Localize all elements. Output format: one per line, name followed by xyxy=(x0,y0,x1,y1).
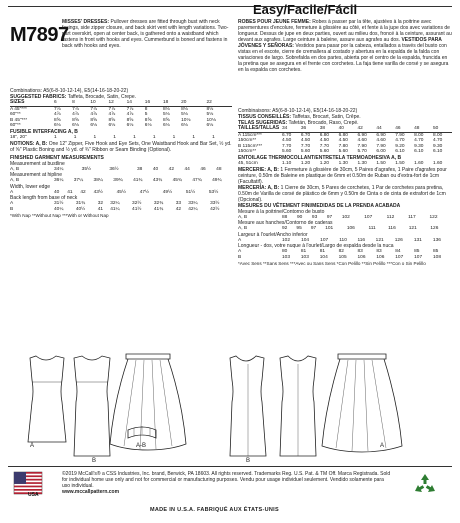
description-fr-text: Robes à passer par la tête, ajustées à la poitrine avec parementures d'encolure, fermeture à glissière au côté, et fente à la jupe dos avec variations de longueur. Dessus de jupe en deux parties, ouvert au milieu dos, froncé à la ceinture, assurant au devant aux agrafes. Large ceinture à baleine, assure aux agrafes au dos. xyxy=(238,19,452,43)
cell: 8⅝ xyxy=(144,117,152,123)
cell: 1.30 xyxy=(338,160,348,166)
cell: 7.70 xyxy=(319,143,330,149)
cell: 6.10 xyxy=(395,149,405,155)
size-cell: 10 xyxy=(90,100,108,106)
cell: 5.60 xyxy=(319,149,330,155)
cell: 6.90 xyxy=(357,132,367,138)
cell: 92 xyxy=(282,226,288,232)
cell: 116 xyxy=(357,237,366,243)
size-cell: 6 xyxy=(54,100,72,106)
cell: 45½ xyxy=(116,189,126,195)
cell: 8 xyxy=(144,106,148,112)
cell: 95 xyxy=(296,226,302,232)
size-cell: 36 xyxy=(301,126,320,132)
cell: 1.50 xyxy=(376,160,386,166)
description-english xyxy=(62,19,232,49)
description-es-text: Vestidos para pasar por la cabeza, entallados a través del busto con vistas en el escote, cierre de cremallera al costado y abertura en la espalda de la falda con variaciones de largo. Sobrefalda en dos partes, abierta por el centro de la espalda, fruncida en la pretina que se asegura en el frente con corchetes. La faja tiene varilla de corsé y se asegura en la espalda con corchetes. xyxy=(238,43,449,73)
lower-edge-label: Width, lower edge xyxy=(10,183,51,190)
cell: 5.60 xyxy=(338,149,348,155)
cell: 34¼ xyxy=(54,166,64,172)
cell: 49¾ xyxy=(212,178,222,184)
cell: 117 xyxy=(408,214,416,220)
hanches-label: Mesure aux hanches/Contorno de caderas xyxy=(238,220,333,227)
cell: 33½ xyxy=(210,201,220,207)
tissus-text: Taffetas, Brocart, Satin, Crêpe. xyxy=(292,114,361,120)
poitrine-label: Mesure à la poitrine/Contorno de busto xyxy=(238,208,325,215)
website-link[interactable]: www.mccallpattern.com xyxy=(62,489,120,495)
telas-text: Tafetán, Brocado, Raso, Crepé. xyxy=(288,120,359,126)
cell: 7⅞ xyxy=(72,106,79,112)
cell: 43½ xyxy=(93,189,103,195)
cell: 1 xyxy=(152,134,156,140)
description-text: Pullover dresses are fitted through bust with neck facings, side zipper closure, and back skirt vent with length variations. Two-part overskirt, open at center back, is gathered onto a waistband which fastens in front with hooks and eyes. Cummerbund is boned and fastens in back with hooks and eyes. xyxy=(62,19,229,49)
cell: 116 xyxy=(388,226,396,232)
cell: 84 xyxy=(395,249,401,255)
telas-heading: TELAS SUGERIDAS: xyxy=(238,120,288,126)
cell: 101 xyxy=(325,226,334,232)
cell: 7.70 xyxy=(282,143,292,149)
usa-flag-icon xyxy=(14,472,42,498)
cell: 6⅛ xyxy=(181,123,188,129)
cell: 6.10 xyxy=(433,149,443,155)
cell: 121 xyxy=(375,237,384,243)
cell: 1.50 xyxy=(395,160,405,166)
cell: 107 xyxy=(320,237,329,243)
cell: 5⅛ xyxy=(206,112,214,118)
cell: 47½ xyxy=(139,189,150,195)
cell: 8⅝ xyxy=(162,117,170,123)
figure-label-a: A xyxy=(30,443,35,449)
cell: 36½ xyxy=(109,166,119,172)
cell: 97 xyxy=(326,214,333,220)
cell: 41½ xyxy=(132,206,142,212)
cell: 38¼ xyxy=(93,178,103,184)
cell: 8⅝ xyxy=(90,117,97,123)
sizes-label: SIZES xyxy=(10,100,54,106)
french-spanish-specifications xyxy=(238,108,452,344)
cell: 6⅛ xyxy=(72,123,79,129)
metrage-table xyxy=(238,126,452,155)
cell: 4.50 xyxy=(338,138,348,144)
cell: 1.20 xyxy=(300,160,311,166)
size-cell: 18 xyxy=(163,100,181,106)
cell: 9.30 xyxy=(414,143,424,149)
cell: 42 xyxy=(175,206,182,212)
cell: 41¾ xyxy=(153,206,164,212)
cell: 35½ xyxy=(81,166,92,172)
copyright-text: ©2019 McCall's® a CSS Industries, Inc. brand, Berwick, PA 18603. All rights reserved. Trademarks Reg. U.S. Pat. & TM Off. Marca Registrada. Sold for individual home use only and not for commercial or manufacturing purposes. Vendu pour usage individuel seulement. Vendido solamente para uso individual. xyxy=(62,471,391,489)
merceria-text: 1 Cierre de 30cm, 5 Pares de corchetes, 1 Par de corchetes para pretina, 0.50m de Varilla de corsé de plástico de 6mm y 0.50m de Cinta o de cinta de extrafort de 1cm (Opcional). xyxy=(238,184,446,203)
cell: 85 xyxy=(414,249,420,255)
cell: 8⅝ xyxy=(108,117,116,123)
fabrics-heading: SUGGESTED FABRICS: xyxy=(10,94,67,100)
cell: 6⅛ xyxy=(54,123,61,129)
mercerie-heading: MERCERIE: A, B: xyxy=(238,166,279,173)
made-in-label: MADE IN U.S.A. FABRIQUÉ AUX ÉTATS-UNIS xyxy=(150,507,279,513)
combinations: Combinations: A5(6-8-10-12-14), E5(14-16-18-20-22) xyxy=(10,88,129,94)
cell: 7.80 xyxy=(338,143,348,149)
cell: 8⅝ xyxy=(54,117,61,123)
cell: 6.70 xyxy=(300,132,311,138)
cell: 42¼ xyxy=(188,206,198,212)
cell: 33 xyxy=(175,201,182,207)
cell: 4⅞ xyxy=(54,112,61,118)
cell: 80 xyxy=(282,249,288,255)
cell: 7⅞ xyxy=(90,106,97,112)
cell: 107 xyxy=(414,254,423,260)
row-label: A xyxy=(10,189,14,195)
cell: 31½ xyxy=(54,201,64,207)
pattern-number: M7897 xyxy=(10,24,69,46)
cell: 83 xyxy=(376,249,382,255)
cell: 10⅛ xyxy=(181,117,191,123)
cell: 32 xyxy=(97,201,104,207)
cell: 104 xyxy=(301,237,310,243)
cell: 122 xyxy=(429,214,438,220)
cell: 106 xyxy=(376,254,385,260)
cell: 4.70 xyxy=(395,138,405,144)
cell: 81 xyxy=(300,249,307,255)
row-label: A xyxy=(238,249,242,255)
cell: 7⅞ xyxy=(54,106,61,112)
recycle-icon xyxy=(412,472,438,498)
cell: 5 xyxy=(144,112,148,118)
cell: 4.50 xyxy=(300,138,311,144)
cell: 8.00 xyxy=(433,132,443,138)
cell: 33¼ xyxy=(188,201,198,207)
row-label: A xyxy=(238,237,242,243)
cell: 1 xyxy=(192,134,196,140)
combinaisons: Combinaisons: A5(6-8-10-12-14), E5(14-16-18-20-22) xyxy=(238,108,358,114)
cell: 4.60 xyxy=(376,138,386,144)
row-label: A, B xyxy=(10,178,20,184)
size-cell: 8 xyxy=(72,100,90,106)
cell: 1 xyxy=(93,134,97,140)
size-cell: 50 xyxy=(433,126,452,132)
difficulty-label: Easy/Facile/Fácil xyxy=(253,2,358,17)
cell: 1.60 xyxy=(414,160,424,166)
cell: 9.30 xyxy=(433,143,443,149)
row-label: 60"** xyxy=(10,112,21,118)
cell: 42 xyxy=(168,166,175,172)
row-label: 150cm** xyxy=(238,138,257,144)
mesures-heading: MESURES DU VÊTEMENT FINI/MEDIDAS DE LA PRENDA ACABADA xyxy=(238,202,401,209)
cell: 6⅛ xyxy=(206,123,214,129)
cell: 1.20 xyxy=(319,160,330,166)
cell: 7.70 xyxy=(300,143,311,149)
cell: 82 xyxy=(338,249,344,255)
cell: 97 xyxy=(310,226,317,232)
cell: 121 xyxy=(408,226,417,232)
row-label: B xyxy=(10,206,14,212)
cell: 7.90 xyxy=(376,143,386,149)
cell: 85 xyxy=(433,249,439,255)
cell: 8.00 xyxy=(414,132,424,138)
english-specifications xyxy=(10,88,232,344)
cell: 43¾ xyxy=(152,178,163,184)
cell: 6⅛ xyxy=(126,123,134,129)
merceria-heading: MERCERÍA: A, B: xyxy=(238,184,280,191)
row-label: 18", 20" xyxy=(10,134,27,140)
back-length-label: Back length from base of neck xyxy=(10,195,78,202)
cell: 1 xyxy=(54,134,57,140)
cell: 1.60 xyxy=(433,160,443,166)
cell: 6⅛ xyxy=(90,123,97,129)
description-title: MISSES' DRESSES: xyxy=(62,19,110,25)
cell: 47¾ xyxy=(192,178,202,184)
cell: 4.70 xyxy=(433,138,443,144)
measurements-heading: FINISHED GARMENT MEASUREMENTS xyxy=(10,154,104,161)
cell: 7.90 xyxy=(357,143,367,149)
row-label: B xyxy=(238,254,242,260)
row-label: 150cm** xyxy=(238,149,257,155)
cell: 51½ xyxy=(185,189,196,195)
cell: 7⅞ xyxy=(126,106,134,112)
cell: 40 xyxy=(54,189,60,195)
cell: 5⅛ xyxy=(181,112,188,118)
row-label: A, B xyxy=(238,226,248,232)
cell: 4⅞ xyxy=(90,112,97,118)
cell: 83 xyxy=(357,249,363,255)
cell: 108 xyxy=(433,254,442,260)
cell: 10⅛ xyxy=(206,117,216,123)
cell: 8⅛ xyxy=(206,106,214,112)
cell: 7⅞ xyxy=(108,106,116,112)
cell: 41¼ xyxy=(110,206,120,212)
size-cell: 40 xyxy=(339,126,358,132)
cell: 136 xyxy=(432,237,441,243)
cell: 103 xyxy=(300,254,309,260)
mercerie-text: 1 Fermeture à glissière de 30cm, 5 Paires d'agrafes, 1 Paire d'agrafes pour ceinture, 0.50m de Baleine en plastique de 6mm et 0.50m de Ruban ou d'extra-fort de 1cm (Facultatif). xyxy=(238,166,447,185)
cell: 1 xyxy=(113,134,116,140)
cell: 8⅛ xyxy=(181,106,188,112)
cell: 106 xyxy=(346,226,355,232)
cell: 49½ xyxy=(162,189,173,195)
row-label: A 115cm*** xyxy=(238,132,262,138)
row-label: A 45"*** xyxy=(10,106,27,112)
interfacing-heading: FUSIBLE INTERFACING A, B xyxy=(10,128,78,135)
cell: 1 xyxy=(73,134,77,140)
cell: 126 xyxy=(430,226,439,232)
cell: 6⅛ xyxy=(144,123,152,129)
cell: 1 xyxy=(212,134,215,140)
cell: 5⅛ xyxy=(162,112,170,118)
cell: 6⅛ xyxy=(162,123,170,129)
cell: 6.10 xyxy=(414,149,424,155)
footnote-fr-es: *Avec Sens **Sans Sens ***Avec ou Sans Sens *Con Pelillo **Sin Pelillo ***Con o Sin Pelillo xyxy=(238,260,426,266)
size-cell: 14 xyxy=(127,100,145,106)
figure-label-ab: A-B xyxy=(136,443,147,449)
row-label: B 45"*** xyxy=(10,117,28,123)
svg-text:USA: USA xyxy=(28,492,39,498)
cell: 40¼ xyxy=(54,206,64,212)
cell: 6.00 xyxy=(376,149,386,155)
cell: 81 xyxy=(319,249,326,255)
cell: 53½ xyxy=(208,189,219,195)
row-label: A, B xyxy=(10,166,20,172)
cell: 37¼ xyxy=(73,178,84,184)
cell: 42 xyxy=(80,189,86,195)
cell: 45¾ xyxy=(172,178,182,184)
cell: 107 xyxy=(364,214,373,220)
cell: 36¼ xyxy=(54,178,64,184)
cell: 4.70 xyxy=(414,138,424,144)
cell: 90 xyxy=(296,214,303,220)
size-cell: 16 xyxy=(145,100,163,106)
cell: 40½ xyxy=(75,206,86,212)
cell: 126 xyxy=(394,237,403,243)
tailles-label: TAILLES/TALLAS xyxy=(238,126,282,132)
cell: 32¾ xyxy=(153,201,164,207)
cell: 4⅞ xyxy=(108,112,116,118)
row-label: B 115cm*** xyxy=(238,143,263,149)
size-cell: 44 xyxy=(376,126,395,132)
cell: 6.70 xyxy=(282,132,292,138)
cell: 4.60 xyxy=(357,138,367,144)
cell: 39¾ xyxy=(113,178,123,184)
cell: 6.90 xyxy=(376,132,386,138)
cell: 110 xyxy=(339,237,347,243)
yardage-table xyxy=(10,100,232,129)
cell: 103 xyxy=(282,254,291,260)
cell: 88 xyxy=(282,214,288,220)
top-divider xyxy=(8,6,452,7)
cell: 106 xyxy=(357,254,366,260)
cell: 6⅛ xyxy=(108,123,116,129)
cell: 102 xyxy=(282,237,291,243)
cell: 48 xyxy=(216,166,222,172)
cell: 32¼ xyxy=(110,201,120,207)
cell: 8⅝ xyxy=(72,117,79,123)
cell: 102 xyxy=(341,214,350,220)
cell: 4.50 xyxy=(282,138,292,144)
size-cell: 48 xyxy=(414,126,433,132)
cell: 41¾ xyxy=(133,178,143,184)
cell: 38 xyxy=(137,166,143,172)
figure-label-back-b: B xyxy=(246,458,251,464)
cell: 1 xyxy=(133,134,136,140)
cell: 32½ xyxy=(132,201,142,207)
cell: 4⅞ xyxy=(72,112,79,118)
row-label: A, B xyxy=(238,214,248,220)
size-cell: 42 xyxy=(358,126,377,132)
cell: 8⅛ xyxy=(162,106,170,112)
cell: 111 xyxy=(368,226,376,232)
size-cell: 12 xyxy=(108,100,126,106)
row-label: A xyxy=(10,201,14,207)
cell: 112 xyxy=(386,214,395,220)
cell: 4⅞ xyxy=(126,112,134,118)
row-label: 45, 51cm xyxy=(238,160,258,166)
back-length-table xyxy=(10,201,232,212)
cell: 104 xyxy=(319,254,328,260)
cell: 1.10 xyxy=(282,160,292,166)
cell: 93 xyxy=(311,214,318,220)
figure-label-b: B xyxy=(92,458,97,464)
cell: 105 xyxy=(338,254,347,260)
description-es-title: VESTIDOS PARA JÓVENES Y SEÑORAS: xyxy=(238,37,442,49)
cell: 44 xyxy=(184,166,190,172)
longueur-label: Longueur - dos, votre nuque à l'ourlet/Largo de espalda desde la nuca xyxy=(238,243,394,250)
size-cell: 20 xyxy=(181,100,206,106)
cell: 107 xyxy=(395,254,404,260)
notions-heading: NOTIONS: A, B: xyxy=(10,140,48,147)
copyright-footer xyxy=(62,471,392,495)
size-cell: 34 xyxy=(282,126,301,132)
footnote: *With Nap **Without Nap ***With or Without Nap xyxy=(10,212,109,218)
description-fr-title: ROBES POUR JEUNE FEMME: xyxy=(238,19,311,25)
cell: 6.80 xyxy=(319,132,330,138)
cell: 1 xyxy=(172,134,176,140)
notions-text: One 12" Zipper, Five Hook and Eye Sets, One Waistband Hook and Bar Set, ½ yd. of ⅝" Plastic Boning and ½ yd. of ¾" Ribbon or Seam Binding (Optional). xyxy=(10,140,232,153)
cell: 40 xyxy=(152,166,159,172)
size-cell: 38 xyxy=(320,126,339,132)
cell: 5.60 xyxy=(300,149,311,155)
cell: 5.60 xyxy=(282,149,292,155)
cell: 131 xyxy=(413,237,422,243)
cell: 41 xyxy=(97,206,104,212)
bustline-label: Measurement at bustline xyxy=(10,160,65,167)
cell: 8⅝ xyxy=(126,117,134,123)
cell: 6.80 xyxy=(338,132,348,138)
cell: 7.90 xyxy=(395,132,405,138)
cell: 31¾ xyxy=(75,201,86,207)
longueur-table xyxy=(238,249,452,260)
description-french-spanish xyxy=(238,19,452,73)
cell: 41 xyxy=(67,189,73,195)
fabrics-text: Taffeta, Brocade, Satin, Crepe. xyxy=(67,94,136,100)
cell: 9.20 xyxy=(395,143,405,149)
figure-label-back-a: A xyxy=(380,443,385,449)
entoilage-heading: ENTOILAGE THERMOCOLLANT/ENTRETELA TERMOADHESIVA A, B xyxy=(238,154,402,161)
cell: 46 xyxy=(200,166,206,172)
cell: 1.30 xyxy=(357,160,367,166)
cell: 42½ xyxy=(210,206,220,212)
ourlet-label: Largeur à l'ourlet/Ancho inferior xyxy=(238,231,308,238)
hipline-label: Measurement at hipline xyxy=(10,172,62,179)
cell: 4.50 xyxy=(319,138,330,144)
size-cell: 22 xyxy=(207,100,232,106)
cell: 5.70 xyxy=(357,149,367,155)
bottom-divider xyxy=(8,466,452,467)
size-cell: 46 xyxy=(395,126,414,132)
row-label: 60"** xyxy=(10,123,21,129)
tissus-heading: TISSUS CONSEILLÉS: xyxy=(238,114,292,120)
